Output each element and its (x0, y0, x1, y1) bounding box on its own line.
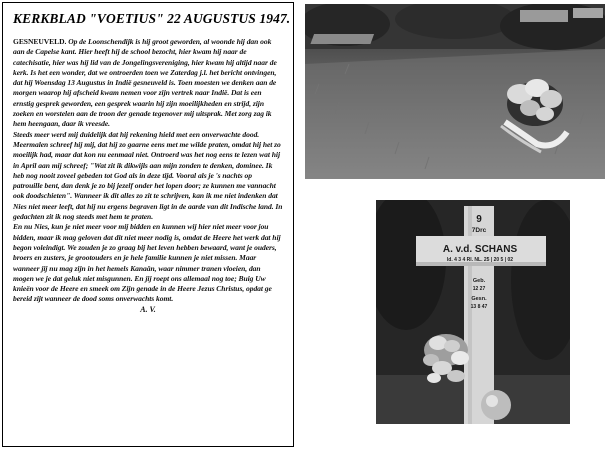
cross-born-date: 12 27 (472, 286, 486, 292)
clipping-title: KERKBLAD "VOETIUS" 22 AUGUSTUS 1947. (13, 11, 291, 26)
clipping-paragraph-2: Steeds meer werd mij duidelijk dat hij rekening hield met een onverwachte dood. Meermalen schreef hij mij, dat hij zo gaarne eens met me wilde praten, omdat hij het zo moeilijk had, maar dat kon nu eenmaal niet. Ontroerd was het nog eens te lezen wat hij in April aan mij schreef; "Wat zit ik dikwijls aan mijn zonden te denken, dominee. Ik heb nog nooit zoveel gebeden tot God als in deze tijd. Vooral als je 's nachts op patrouille bent, dan denk je zo bij jezelf onder het lopen door; ze kunnen me vannacht ook doodschieten". Wanneer ik dit alles zo zit te schrijven, kan ik me niet indenken dat Nies niet meer leeft, dat hij nu ergens begraven ligt in de aarde van dit Indische land. In gedachten zit ik nog steeds met hem te praten. (13, 129, 283, 222)
place-heading: GESNEUVELD. (13, 37, 67, 46)
clipping-paragraph-text: Op de Loonschendijk is hij groot geworden, al woonde hij dan ook aan de Capelse kant. Hier heeft hij de school bezocht, hier kwam hij naar de catechisatie, hier was hij lid van de Jongelingsvereniging, hier kwam hij altijd naar de kerk. Is het een wonder, dat we ontroerden toen we Zaterdag j.l. het bericht ontvingen, dat hij Woensdag 13 Augustus in Indië gesneuveld is. Toen moesten we denken aan de morgen waarop hij afscheid kwam nemen voor zijn vertrek naar Indië. Dat is een ernstig gesprek geworden, een gesprek waarin hij zijn moeilijkheden en strijd, zijn zoeken en worstelen aan de troon der genade tegenover mij uitsprak. Met zorg zag ik hem heengaan, daar ik vreesde. (13, 37, 277, 129)
cross-died-date: 13 8 47 (470, 304, 488, 310)
clipping-paragraph-1 (13, 37, 283, 130)
grave-flowers-photo (305, 4, 605, 179)
clipping-signature: A. V. (140, 304, 156, 314)
grave-cross-photo (376, 200, 570, 424)
cross-born-label: Geb. (472, 278, 486, 284)
newspaper-clipping (2, 2, 294, 447)
cross-died-label: Gesn. (471, 296, 487, 302)
clipping-body (13, 37, 283, 315)
grave-cross-image (376, 200, 570, 424)
cross-name: A. v.d. SCHANS (442, 244, 518, 255)
cross-service-number: ld. 4 3 4 RI. NL. 25 | 20 5 | 02 (446, 257, 514, 263)
cross-number: 9 (476, 214, 482, 225)
grave-flowers-image (305, 4, 605, 179)
cross-unit: 7Drc (471, 227, 487, 234)
clipping-paragraph-3: En nu Nies, kun je niet meer voor mij bidden en kunnen wij hier niet meer voor jou bidden, maar ik mag geloven dat dit niet meer nodig is, omdat de Heere het werk dat hij begon voleindigt. We zouden je zo graag bij het leven hebben bewaard, want je ouders, broers en zusters, je grootouders en je hele familie kunnen je niet missen. Maar wanneer jij nu mag zijn in het hemels Kanaän, waar nimmer tranen vloeien, dan mogen we je dat geluk niet misgunnen. En jij roept ons allemaal nog toe; Buig Uw knieën voor de Heere en smeek om Zijn genade in de Heere Jezus Christus, opdat ge bereid zijt wanneer de dood soms onverwachts komt. (13, 222, 281, 304)
